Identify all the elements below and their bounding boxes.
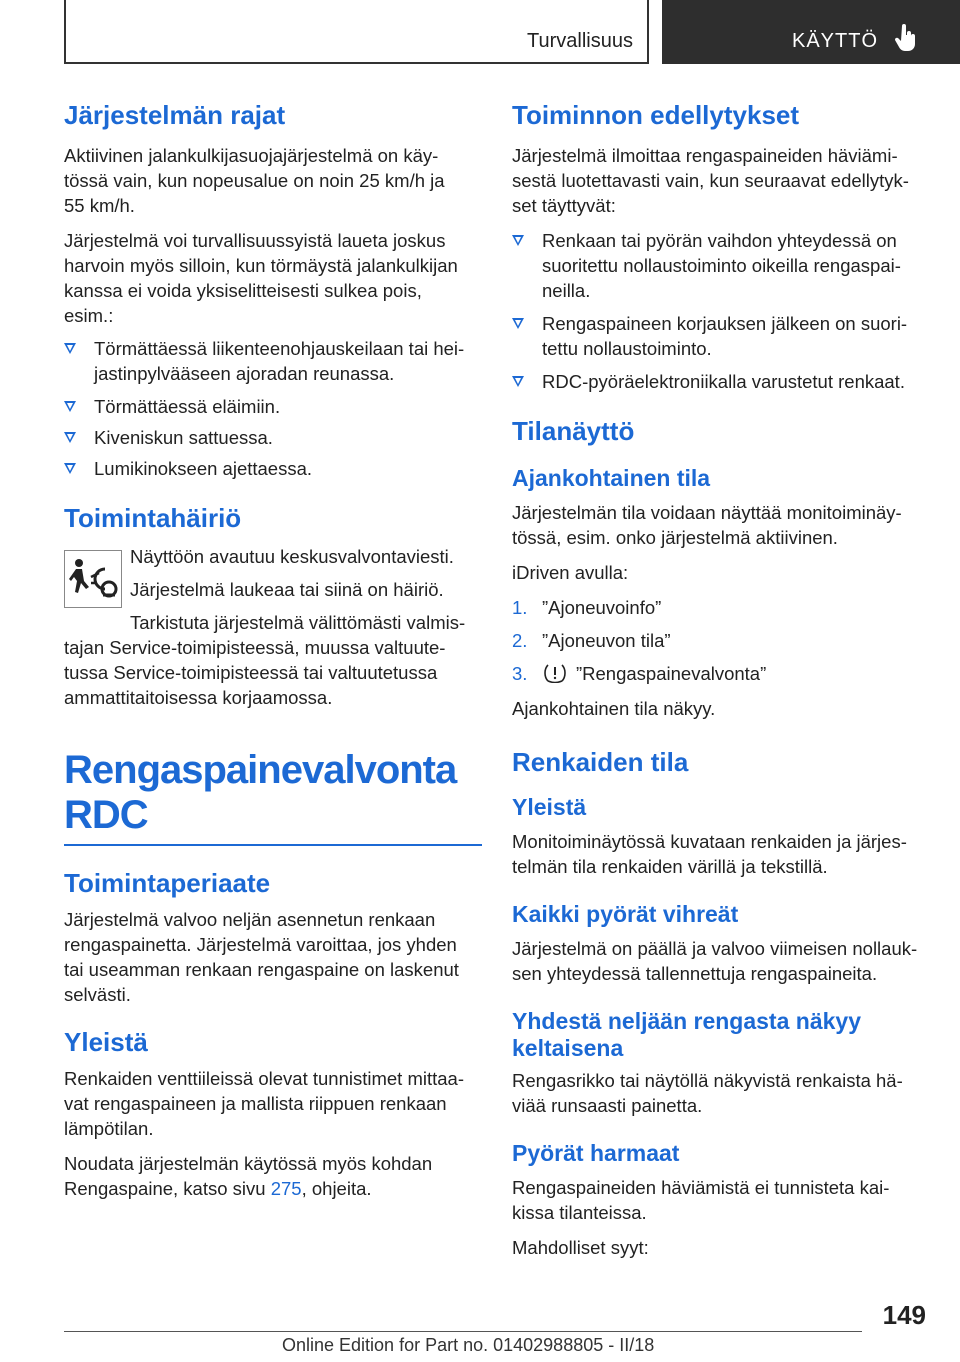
req-line-a: Järjestelmä ilmoittaa rengaspaineiden häviämi- — [512, 145, 898, 166]
list-item-text: Lumikinokseen ajettaessa. — [94, 458, 313, 479]
principle-line-a: Järjestelmä valvoo neljän asennetun renkaan — [64, 909, 436, 930]
malfunction-line-3c: tussa Service-toimipisteessä tai valtuutetussa — [64, 662, 438, 683]
malfunction-line-3a: Tarkistuta järjestelmä välittömästi valmis- — [130, 612, 466, 633]
chapter-title-rdc-wrap — [64, 748, 482, 846]
hand-pointer-icon — [894, 24, 918, 52]
malfunction-block — [64, 544, 482, 635]
bullet-triangle-icon — [512, 318, 524, 329]
list-item-text: Törmättäessä eläimiin. — [94, 396, 281, 417]
step-number: 3. — [512, 663, 528, 684]
possible-causes-line: Mahdolliset syyt: — [512, 1237, 649, 1258]
current-shown-line: Ajankohtainen tila näkyy. — [512, 698, 716, 719]
step-text: ”Rengaspainevalvonta” — [576, 663, 767, 684]
general-line-2b-suffix: , ohjeita. — [301, 1178, 372, 1199]
general-right-line-a: Monitoiminäytössä kuvataan renkaiden ja järjes- — [512, 831, 907, 852]
header-section-box — [64, 0, 649, 64]
footer-edition: Online Edition for Part no. 01402988805 - II/18 — [282, 1335, 655, 1355]
bullet-triangle-icon — [512, 235, 524, 246]
list-item — [512, 311, 930, 361]
list-item — [512, 228, 930, 303]
heading-tire-status: Renkaiden tila — [512, 747, 689, 777]
header-section-title: Turvallisuus — [527, 30, 633, 52]
idrive-line: iDriven avulla: — [512, 562, 629, 583]
heading-general-right: Yleistä — [512, 794, 587, 820]
heading-status-display: Tilanäyttö — [512, 416, 635, 446]
current-line-a: Järjestelmän tila voidaan näyttää monitoiminäy- — [512, 502, 902, 523]
principle-line-d: selvästi. — [64, 984, 131, 1005]
step-text: ”Ajoneuvon tila” — [542, 630, 671, 651]
principle-line-b: rengaspainetta. Järjestelmä varoittaa, jos yhden — [64, 934, 457, 955]
header-chapter-title: KÄYTTÖ — [792, 30, 879, 52]
list-item-text: Kiveniskun sattuessa. — [94, 427, 273, 448]
yellow-line-b: viää runsaasti painetta. — [512, 1095, 703, 1116]
malfunction-line-3d: ammattitaitoisessa korjaamossa. — [64, 687, 333, 708]
list-item-text: jastinpylvääseen ajoradan reunassa. — [94, 363, 395, 384]
yellow-line-a: Rengasrikko tai näytöllä näkyvistä renkaista hä- — [512, 1070, 903, 1091]
list-item-text: suoritettu nollaustoiminto oikeilla rengaspai- — [542, 255, 901, 276]
req-line-c: set täyttyvät: — [512, 195, 616, 216]
general-line-2a: Noudata järjestelmän käytössä myös kohdan — [64, 1153, 433, 1174]
heading-general: Yleistä — [64, 1027, 148, 1057]
general-line-1a: Renkaiden venttiileissä olevat tunnistimet mittaa- — [64, 1068, 464, 1089]
paragraph-limits-1a: Aktiivinen jalankulkijasuojajärjestelmä on käy- — [64, 145, 439, 166]
step-number: 2. — [512, 630, 528, 651]
heading-yellow-b: keltaisena — [512, 1035, 624, 1061]
general-line-2b — [64, 1176, 482, 1201]
page-link-275[interactable]: 275 — [270, 1178, 302, 1199]
heading-current-status: Ajankohtainen tila — [512, 465, 711, 491]
list-item — [64, 425, 482, 450]
list-item — [512, 628, 930, 653]
bullet-triangle-icon — [64, 432, 76, 443]
bullet-triangle-icon — [64, 343, 76, 354]
step-text: ”Ajoneuvoinfo” — [542, 597, 662, 618]
list-item — [64, 456, 482, 481]
list-item-text: Renkaan tai pyörän vaihdon yhteydessä on — [542, 230, 897, 251]
page-number: 149 — [882, 1300, 926, 1330]
green-line-a: Järjestelmä on päällä ja valvoo viimeisen nollauk- — [512, 938, 918, 959]
paragraph-limits-2a: Järjestelmä voi turvallisuussyistä laueta joskus — [64, 230, 446, 251]
paragraph-limits-2c: kanssa ei voida yksiselitteisesti sulkea pois, — [64, 280, 422, 301]
grey-line-a: Rengaspaineiden häviämistä ei tunnisteta kai- — [512, 1177, 890, 1198]
list-item-text: Rengaspaineen korjauksen jälkeen on suori- — [542, 313, 908, 334]
pedestrian-warning-icon — [64, 550, 122, 608]
heading-operating-principle: Toimintaperiaate — [64, 868, 271, 898]
heading-system-limits: Järjestelmän rajat — [64, 100, 286, 130]
list-item — [64, 336, 482, 386]
list-item — [512, 661, 930, 686]
list-item-text: neilla. — [542, 280, 591, 301]
general-right-line-b: telmän tila renkaiden värillä ja tekstillä. — [512, 856, 828, 877]
paragraph-limits-1c: 55 km/h. — [64, 195, 135, 216]
general-line-1b: vat rengaspaineen ja mallista riippuen renkaan — [64, 1093, 447, 1114]
general-line-2b-text: Rengaspaine, katso sivu — [64, 1178, 271, 1199]
header-chapter-tab[interactable] — [662, 0, 960, 64]
malfunction-line-1: Näyttöön avautuu keskusvalvontaviesti. — [130, 546, 454, 567]
principle-line-c: tai useamman renkaan rengaspaine on laskenut — [64, 959, 459, 980]
list-item — [512, 369, 930, 394]
paragraph-limits-1b: tössä vain, kun nopeusalue on noin 25 km/h ja — [64, 170, 445, 191]
paragraph-limits-2b: harvoin myös silloin, kun törmäystä jalankulkijan — [64, 255, 458, 276]
right-column — [512, 100, 930, 1260]
grey-line-b: kissa tilanteissa. — [512, 1202, 647, 1223]
current-line-b: tössä, esim. onko järjestelmä aktiivinen. — [512, 527, 838, 548]
chapter-title-rdc: Rengaspainevalvonta RDC — [64, 748, 457, 837]
heading-grey: Pyörät harmaat — [512, 1140, 680, 1166]
paragraph-limits-2d: esim.: — [64, 305, 114, 326]
req-line-b: sestä luotettavasti vain, kun seuraavat edellytyk- — [512, 170, 909, 191]
step-number: 1. — [512, 597, 528, 618]
bullet-triangle-icon — [512, 376, 524, 387]
footer-divider — [64, 1331, 862, 1332]
tire-pressure-icon — [542, 663, 568, 683]
list-item-text: Törmättäessä liikenteenohjauskeilaan tai hei- — [94, 338, 465, 359]
list-item — [64, 394, 482, 419]
heading-all-green: Kaikki pyörät vihreät — [512, 901, 739, 927]
heading-malfunction: Toimintahäiriö — [64, 503, 242, 533]
list-item-text: RDC-pyöräelektroniikalla varustetut renkaat. — [542, 371, 905, 392]
heading-yellow-a: Yhdestä neljään rengasta näkyy — [512, 1008, 861, 1034]
bullet-triangle-icon — [64, 463, 76, 474]
list-item — [512, 595, 930, 620]
general-line-1c: lämpötilan. — [64, 1118, 154, 1139]
heading-requirements: Toiminnon edellytykset — [512, 100, 800, 130]
left-column — [64, 100, 482, 1201]
malfunction-line-2: Järjestelmä laukeaa tai siinä on häiriö. — [130, 579, 444, 600]
green-line-b: sen yhteydessä tallennettuja rengaspaineita. — [512, 963, 878, 984]
malfunction-line-3b: tajan Service-toimipisteessä, muussa valtuute- — [64, 637, 446, 658]
list-item-text: tettu nollaustoiminto. — [542, 338, 712, 359]
bullet-triangle-icon — [64, 401, 76, 412]
